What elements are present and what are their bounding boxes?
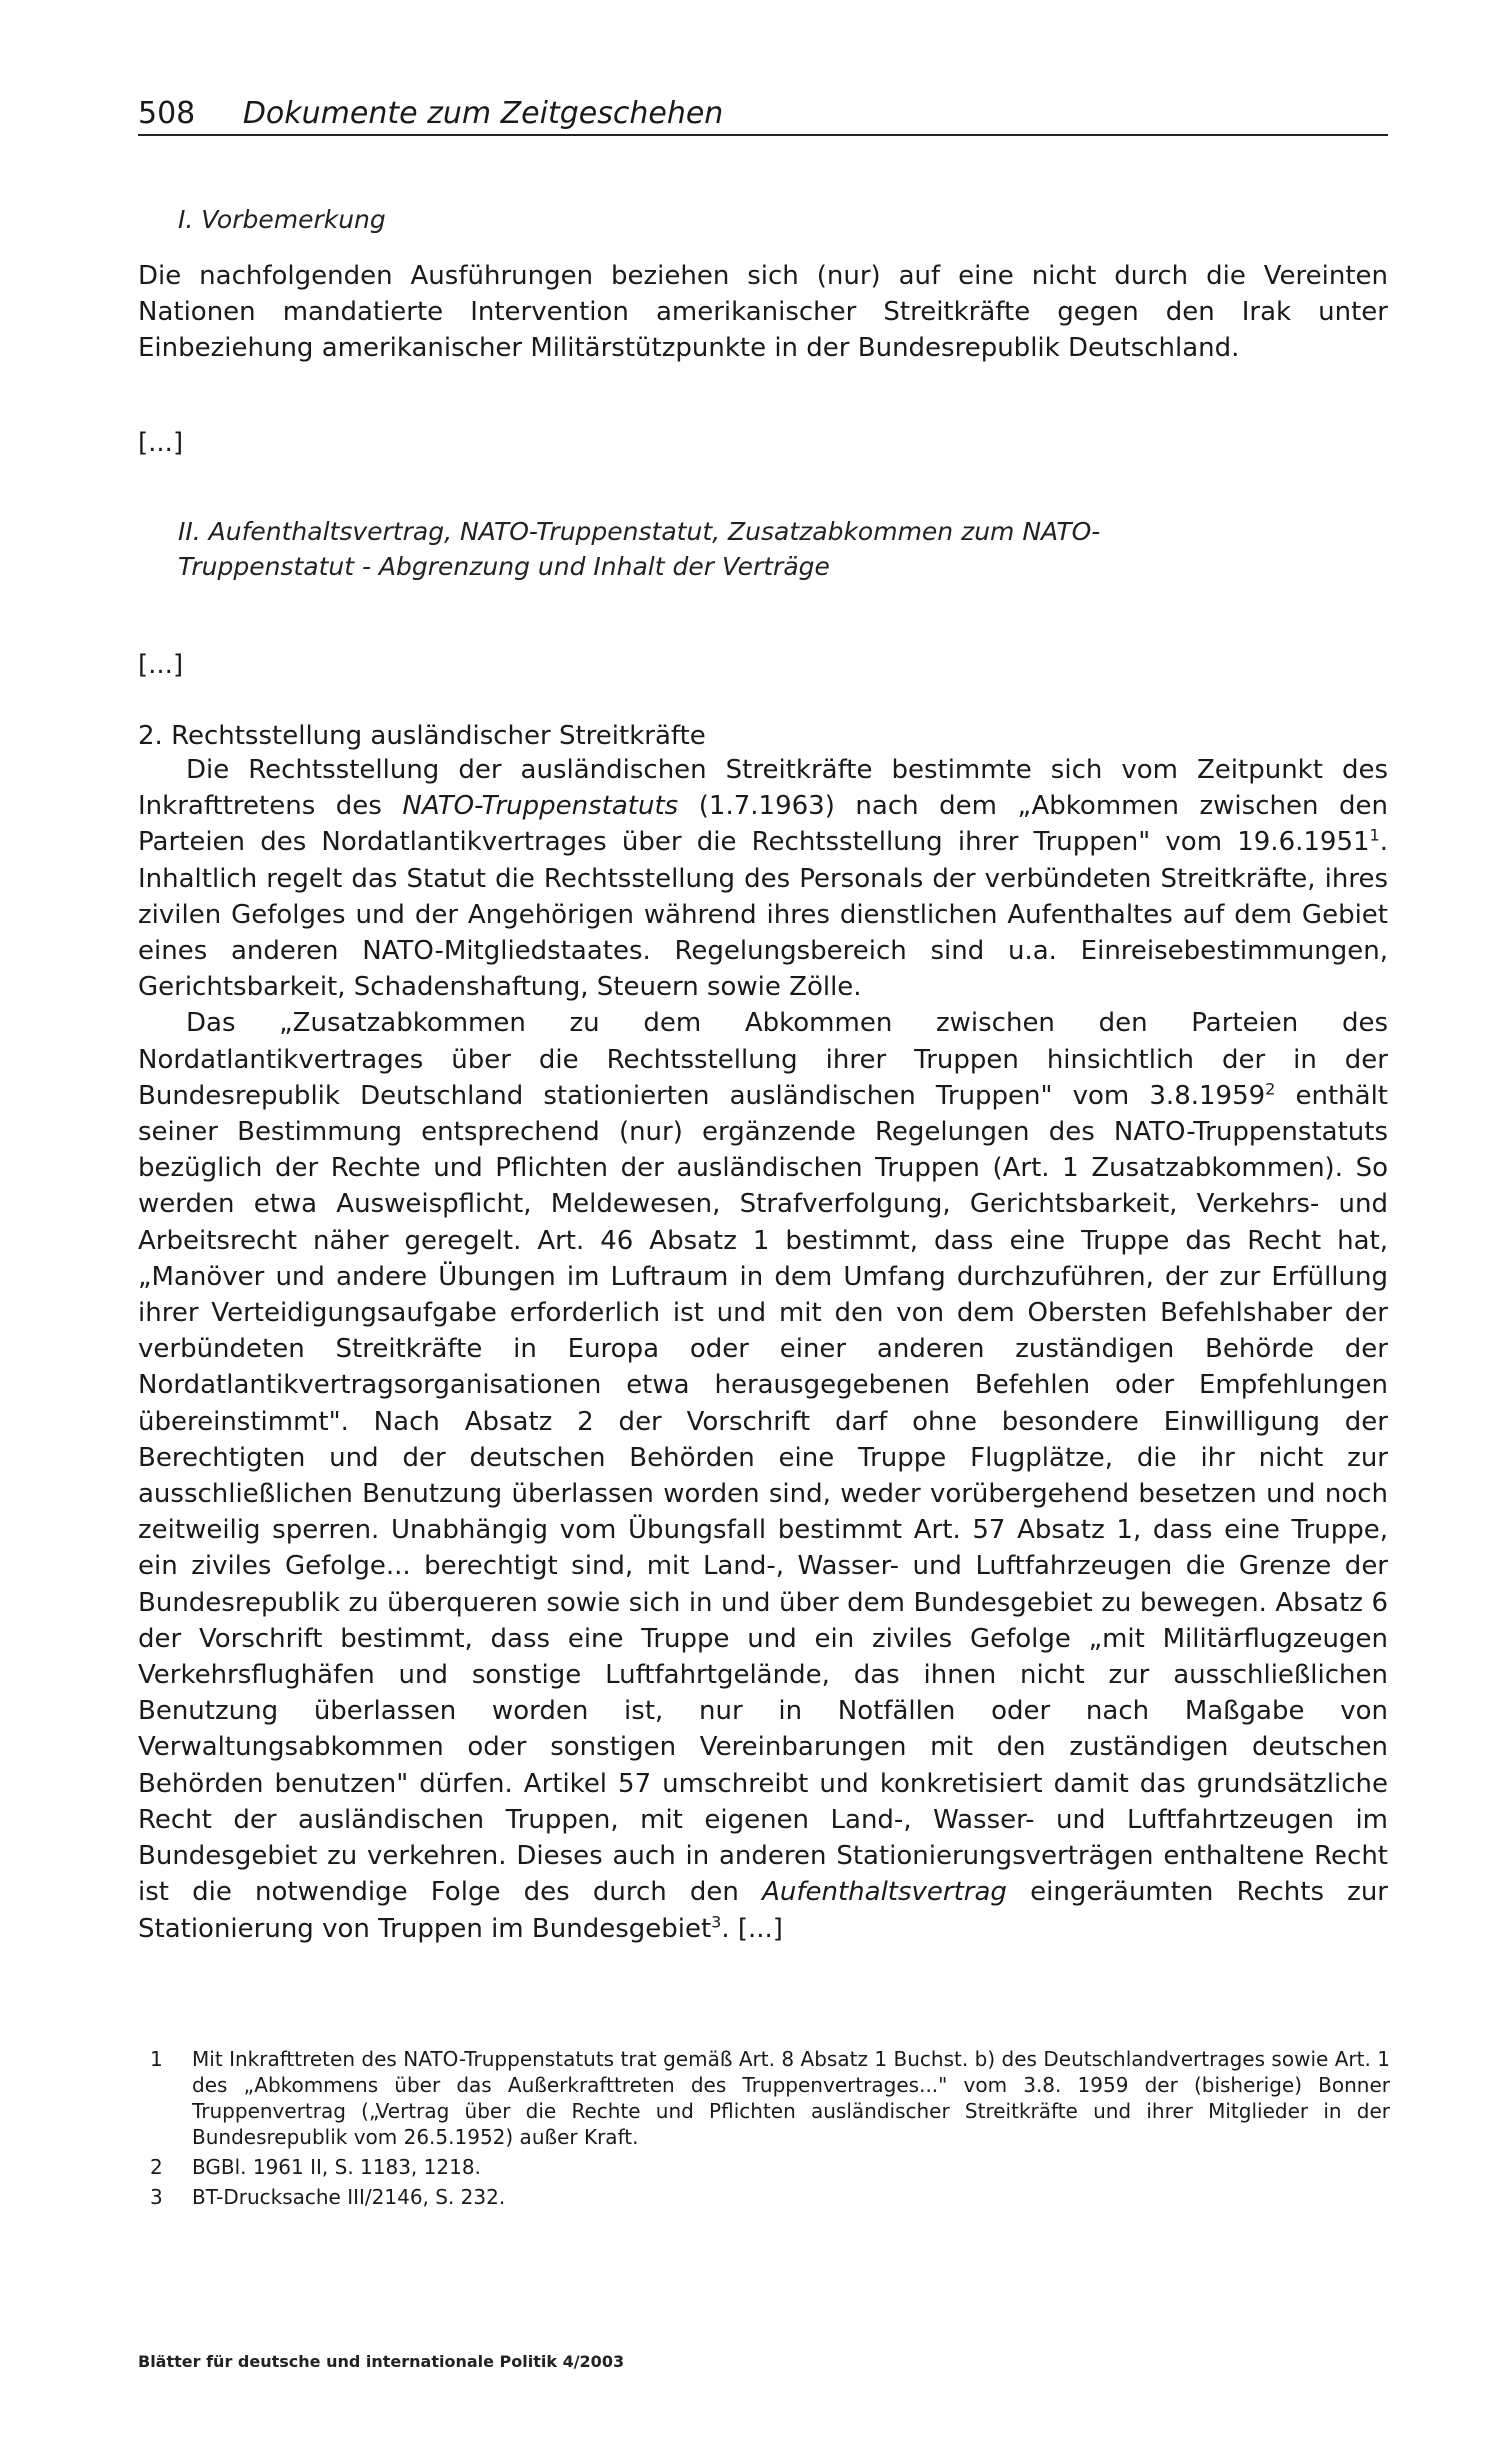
running-header [138, 96, 1388, 136]
footnote-ref: 2 [1265, 1079, 1276, 1099]
footnote-number: 3 [150, 2185, 163, 2209]
emphasis: NATO-Truppenstatuts [402, 791, 679, 822]
page-number: 508 [138, 96, 196, 131]
footnote [150, 2154, 1390, 2180]
footnote-text: Mit Inkrafttreten des NATO-Truppenstatuts trat gemäß Art. 8 Absatz 1 Buchst. b) des Deutschlandvertrages sowie Art. 1 des „Abkommens über das Außerkrafttreten des Truppenvertrages..." vom 3.8. 1959 der (bisherige) Bonner Truppenvertrag („Vertrag über die Rechte und Pflichten ausländischer Streitkräfte und ihrer Mitglieder in der Bundesrepublik vom 26.5.1952) außer Kraft. [192, 2047, 1390, 2149]
omission-marker: [...] [138, 650, 184, 680]
footnote-text: BGBl. 1961 II, S. 1183, 1218. [192, 2155, 481, 2179]
intro-paragraph: Die nachfolgenden Ausführungen beziehen sich (nur) auf eine nicht durch die Vereinten Nationen mandatierte Intervention amerikanischer Streitkräfte gegen den Irak unter Einbeziehung amerikanischer Militärstützpunkte in der Bundesrepublik Deutschland. [138, 261, 1388, 363]
body-text [138, 752, 1388, 1947]
footnote [150, 2184, 1390, 2210]
omission-marker: [...] [138, 428, 184, 458]
emphasis: Aufenthaltsvertrag [762, 1877, 1007, 1908]
footnote-text: BT-Drucksache III/2146, S. 232. [192, 2185, 506, 2209]
running-title: Dokumente zum Zeitgeschehen [242, 96, 724, 131]
footnote [150, 2046, 1390, 2150]
section-heading-aufenthaltsvertrag: II. Aufenthaltsvertrag, NATO-Truppenstatut, Zusatzabkommen zum NATO-Truppenstatut - Abgrenzung und Inhalt der Verträge [178, 517, 1101, 581]
subsection-heading: 2. Rechtsstellung ausländischer Streitkräfte [138, 721, 706, 751]
footnote-ref: 3 [711, 1911, 722, 1931]
footnotes [150, 2046, 1390, 2214]
footnote-number: 2 [150, 2155, 163, 2179]
section-heading-vorbemerkung: I. Vorbemerkung [178, 205, 386, 234]
footnote-number: 1 [150, 2047, 163, 2071]
footnote-ref: 1 [1369, 825, 1380, 845]
body-paragraph: Das „Zusatzabkommen zu dem Abkommen zwischen den Parteien des Nordatlantikvertrages über die Rechtsstellung ihrer Truppen hinsichtlich der in der Bundesrepublik Deutschland stationierten ausländischen Truppen" vom 3.8.1959$^2$ enthält seiner Bestimmung entsprechend (nur) ergänzende Regelungen des NATO-Truppenstatuts bezüglich der Rechte und Pflichten der ausländischen Truppen (Art. 1 Zusatzabkommen). So werden etwa Ausweispflicht, Meldewesen, Strafverfolgung, Gerichtsbarkeit, Verkehrs- und Arbeitsrecht näher geregelt. Art. 46 Absatz 1 bestimmt, dass eine Truppe das Recht hat, „Manöver und andere Übungen im Luftraum in dem Umfang durchzuführen, der zur Erfüllung ihrer Verteidigungsaufgabe erforderlich ist und mit den von dem Obersten Befehlshaber der verbündeten Streitkräfte in Europa oder einer anderen zuständigen Behörde der Nordatlantikvertragsorganisationen etwa herausgegebenen Befehlen oder Empfehlungen übereinstimmt". Nach Absatz 2 der Vorschrift darf ohne besondere Einwilligung der Berechtigten und der deutschen Behörden eine Truppe Flugplätze, die ihr nicht zur ausschließlichen Benutzung überlassen worden sind, weder vorübergehend besetzen und noch zeitweilig sperren. Unabhängig vom Übungsfall bestimmt Art. 57 Absatz 1, dass eine Truppe, ein ziviles Gefolge... berechtigt sind, mit Land-, Wasser- und Luftfahrzeugen die Grenze der Bundesrepublik zu überqueren sowie sich in und über dem Bundesgebiet zu bewegen. Absatz 6 der Vorschrift bestimmt, dass eine Truppe und ein ziviles Gefolge „mit Militärflugzeugen Verkehrsflughäfen und sonstige Luftfahrtgelände, das ihnen nicht zur ausschließlichen Benutzung überlassen worden ist, nur in Notfällen oder nach Maßgabe von Verwaltungsabkommen oder sonstigen Vereinbarungen mit den zuständigen deutschen Behörden benutzen" dürfen. Artikel 57 umschreibt und konkretisiert damit das grundsätzliche Recht der ausländischen Truppen, mit eigenen Land-, Wasser- und Luftfahrtzeugen im Bundesgebiet zu verkehren. Dieses auch in anderen Stationierungsverträgen enthaltene Recht ist die notwendige Folge des durch den Aufenthaltsvertrag eingeräumten Rechts zur Stationierung von Truppen im Bundesgebiet$^3$. [...] [138, 1008, 1389, 1944]
body-paragraph: Die Rechtsstellung der ausländischen Streitkräfte bestimmte sich vom Zeitpunkt des Inkrafttretens des NATO-Truppenstatuts (1.7.1963) nach dem „Abkommen zwischen den Parteien des Nordatlantikvertrages über die Rechtsstellung ihrer Truppen" vom 19.6.1951$^1$. Inhaltlich regelt das Statut die Rechtsstellung des Personals der verbündeten Streitkräfte, ihres zivilen Gefolges und der Angehörigen während ihres dienstlichen Aufenthaltes auf dem Gebiet eines anderen NATO-Mitgliedstaates. Regelungsbereich sind u.a. Einreisebestimmungen, Gerichtsbarkeit, Schadenshaftung, Steuern sowie Zölle. [138, 755, 1388, 1003]
page-footer: Blätter für deutsche und internationale Politik 4/2003 [138, 2352, 625, 2371]
